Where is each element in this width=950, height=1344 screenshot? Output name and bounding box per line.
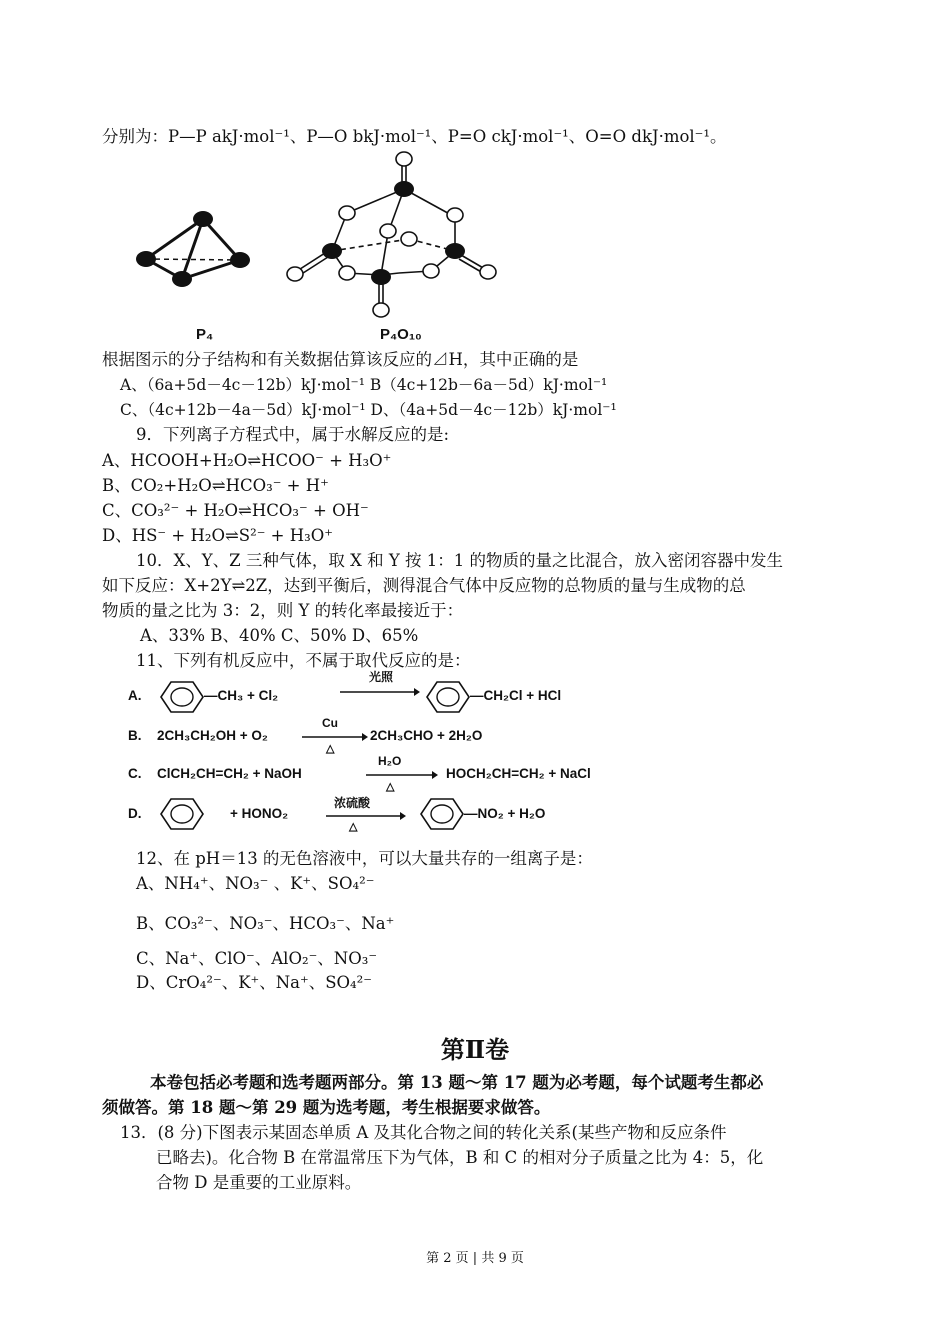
q9-option-d: D、HS⁻ + H₂O⇌S²⁻ + H₃O⁺ [102,526,333,545]
rxn-b-heat: △ [326,743,335,755]
rxn-a-arrow [340,686,420,698]
rxn-d-heat: △ [349,821,358,833]
q9-option-a: A、HCOOH+H₂O⇌HCOO⁻ + H₃O⁺ [102,451,392,470]
rxn-a-reactants: —CH₃ + Cl₂ [204,688,279,703]
bond-energy-text: 分别为：P—P akJ·mol⁻¹、P—O bkJ·mol⁻¹、P=O ckJ·mol⁻¹、O=O dkJ·mol⁻¹。 [102,127,727,146]
rxn-d-arrow [326,810,406,822]
p4o10-structure-diagram [285,155,505,325]
rxn-c-arrow [366,769,438,781]
section-title: 第Ⅱ卷 [440,1035,510,1064]
benzene-ring-icon [160,797,204,831]
p4-label: P₄ [196,326,214,343]
q10-line2: 如下反应：X+2Y⇌2Z，达到平衡后，测得混合气体中反应物的总物质的量与生成物的总 [102,576,746,595]
part2-intro-line1: 本卷包括必考题和选考题两部分。第 13 题～第 17 题为必考题，每个试题考生都必 [150,1073,764,1092]
benzene-ring-icon [426,680,470,714]
rxn-c-label: C. [128,766,142,781]
q10-line1: 10．X、Y、Z 三种气体，取 X 和 Y 按 1：1 的物质的量之比混合，放入密闭容器中发生 [136,551,783,570]
p4-structure-diagram [130,205,270,295]
rxn-b-arrow [302,731,368,743]
rxn-b-condition: Cu [322,716,338,730]
rxn-d-products: —NO₂ + H₂O [464,806,546,821]
rxn-c-products: HOCH₂CH=CH₂ + NaCl [446,766,591,781]
rxn-d-reactants: + HONO₂ [230,806,289,821]
q12-option-a: A、NH₄⁺、NO₃⁻ 、K⁺、SO₄²⁻ [136,874,375,893]
rxn-a-products: —CH₂Cl + HCl [470,688,562,703]
rxn-d-condition: 浓硫酸 [334,796,371,810]
q12-option-c: C、Na⁺、ClO⁻、AlO₂⁻、NO₃⁻ [136,949,378,968]
q10-line3: 物质的量之比为 3：2，则 Y 的转化率最接近于： [102,601,464,620]
q9-option-b: B、CO₂+H₂O⇌HCO₃⁻ + H⁺ [102,476,329,495]
rxn-b-label: B. [128,728,142,743]
benzene-ring-icon [160,680,204,714]
rxn-b-reactants: 2CH₃CH₂OH + O₂ [157,728,268,743]
q9-stem: 9．下列离子方程式中，属于水解反应的是: [136,425,450,444]
rxn-c-condition: H₂O [378,754,402,768]
benzene-ring-icon [420,797,464,831]
rxn-a-label: A. [128,688,142,703]
rxn-b-products: 2CH₃CHO + 2H₂O [370,728,483,743]
part2-intro-line2: 须做答。第 18 题～第 29 题为选考题，考生根据要求做答。 [102,1098,551,1117]
q8-question: 根据图示的分子结构和有关数据估算该反应的⊿H，其中正确的是 [102,350,579,369]
q13-line3: 合物 D 是重要的工业原料。 [156,1173,362,1192]
q12-option-d: D、CrO₄²⁻、K⁺、Na⁺、SO₄²⁻ [136,973,372,992]
q9-option-c: C、CO₃²⁻ + H₂O⇌HCO₃⁻ + OH⁻ [102,501,369,520]
q11-stem: 11、下列有机反应中，不属于取代反应的是： [136,651,471,670]
q12-stem: 12、在 pH＝13 的无色溶液中，可以大量共存的一组离子是： [136,849,593,868]
page-footer: 第 2 页 | 共 9 页 [426,1251,524,1266]
rxn-c-reactants: ClCH₂CH=CH₂ + NaOH [157,766,302,781]
q12-option-b: B、CO₃²⁻、NO₃⁻、HCO₃⁻、Na⁺ [136,914,395,933]
rxn-a-condition: 光照 [369,670,394,684]
rxn-c-heat: △ [386,781,395,793]
q8-options-ab: A、（6a+5d－4c－12b）kJ·mol⁻¹ B（4c+12b－6a－5d）kJ·mol⁻¹ [120,376,608,394]
q10-options: A、33% B、40% C、50% D、65% [140,626,419,645]
q13-line1: 13．(8 分)下图表示某固态单质 A 及其化合物之间的转化关系(某些产物和反应条件 [120,1123,727,1142]
q8-options-cd: C、（4c+12b－4a－5d）kJ·mol⁻¹ D、（4a+5d－4c－12b）kJ·mol⁻¹ [120,401,617,419]
q13-line2: 已略去)。化合物 B 在常温常压下为气体，B 和 C 的相对分子质量之比为 4：5，化 [156,1148,764,1167]
rxn-d-label: D. [128,806,142,821]
p4o10-label: P₄O₁₀ [380,326,422,343]
